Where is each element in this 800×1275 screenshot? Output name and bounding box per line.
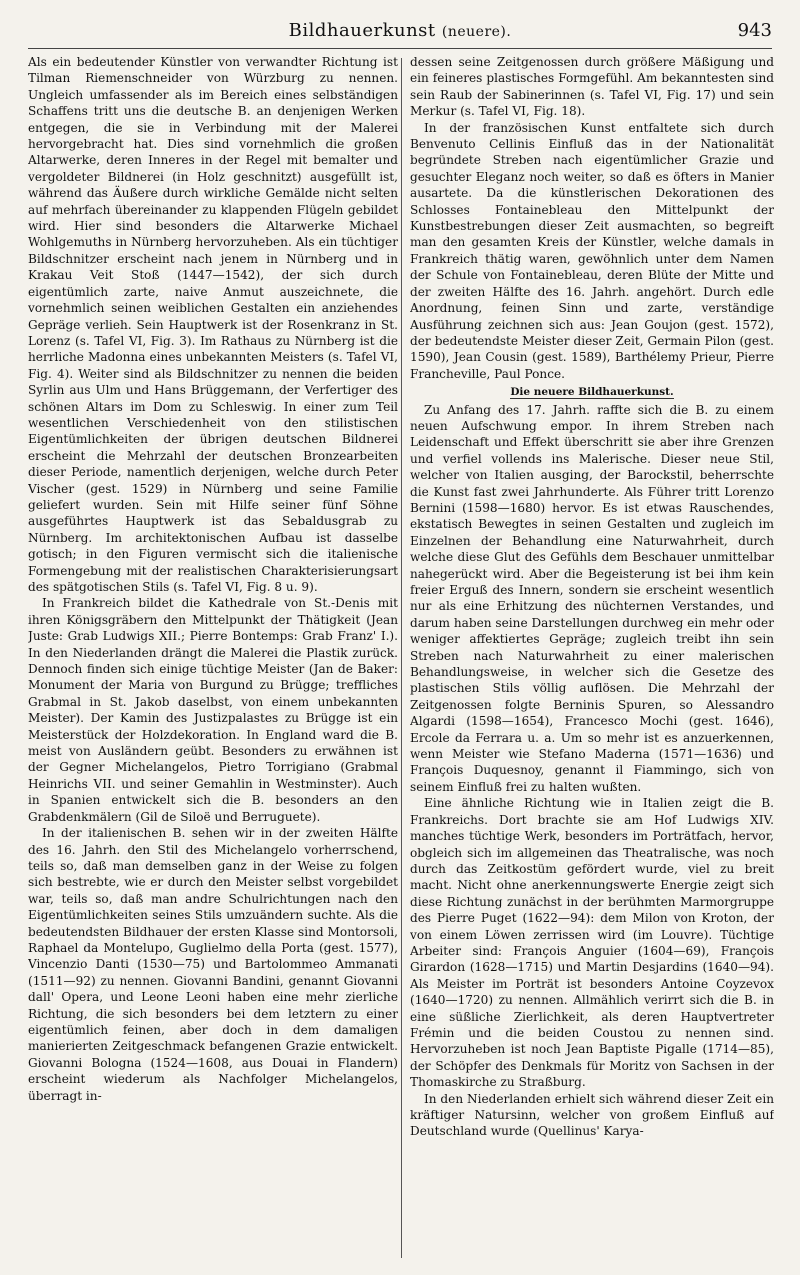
- paragraph: Als ein bedeutender Künstler von verwandter Richtung ist Tilman Riemenschneider von Würzburg zu nennen. Ungleich umfassender als im Bereich eines selbständigen Schaffens tritt uns die deutsche B. an denjenigen Werken entgegen, die sie in Verbindung mit der Malerei hervorgebracht hat. Dies sind vornehmlich die großen Altarwerke, deren Inneres in der Regel mit bemalter und vergoldeter Bildnerei (in Holz geschnitzt) ausgefüllt ist, während das Äußere durch wirkliche Gemälde nicht selten auf mehrfach übereinander zu klappenden Flügeln gebildet wird. Hier sind besonders die Altarwerke Michael Wohlgemuths in Nürnberg hervorzuheben. Als ein tüchtiger Bildschnitzer erscheint nach jenem in Nürnberg und in Krakau Veit Stoß (1447—1542), der sich durch eigentümlich zarte, naive Anmut auszeichnete, die vornehmlich seinen weiblichen Gestalten ein anziehendes Gepräge verlieh. Sein Hauptwerk ist der Rosenkranz in St. Lorenz (s. Tafel VI, Fig. 3). Im Rathaus zu Nürnberg ist die herrliche Madonna eines unbekannten Meisters (s. Tafel VI, Fig. 4). Weiter sind als Bildschnitzer zu nennen die beiden Syrlin aus Ulm und Hans Brüggemann, der Verfertiger des schönen Altars im Dom zu Schleswig. In einer zum Teil wesentlichen Verschiedenheit von den stilistischen Eigentümlichkeiten der übrigen deutschen Bildnerei erscheint die Mehrzahl der deutschen Bronzearbeiten dieser Periode, namentlich derjenigen, welche durch Peter Vischer (gest. 1529) in Nürnberg und seine Familie geliefert wurden. Sein mit Hilfe seiner fünf Söhne ausgeführtes Hauptwerk ist das Sebaldusgrab zu Nürnberg. Im architektonischen Aufbau ist dasselbe gotisch; in den Figuren vermischt sich die italienische Formengebung mit der realistischen Charakterisierungsart des spätgotischen Stils (s. Tafel VI, Fig. 8 u. 9).: [28, 55, 398, 594]
- paragraph: In der französischen Kunst entfaltete sich durch Benvenuto Cellinis Einfluß das in der Nationalität begründete Streben nach eigentümlicher Grazie und gesuchter Eleganz noch weiter, so daß es öfters in Manier ausartete. Da die künstlerischen Dekorationen des Schlosses Fontainebleau den Mittelpunkt der Kunstbestrebungen dieser Zeit ausmachten, so begreift man den gesamten Kreis der Künstler, welche damals in Frankreich thätig waren, gewöhnlich unter dem Namen der Schule von Fontainebleau, deren Blüte der Mitte und der zweiten Hälfte des 16. Jahrh. angehört. Durch edle Anordnung, feinen Sinn und zarte, verständige Ausführung zeichnen sich aus: Jean Goujon (gest. 1572), der bedeutendste Meister dieser Zeit, Germain Pilon (gest. 1590), Jean Cousin (gest. 1589), Barthélemy Prieur, Pierre Francheville, Paul Ponce.: [410, 120, 774, 381]
- paragraph: Eine ähnliche Richtung wie in Italien zeigt die B. Frankreichs. Dort brachte sie am Hof Ludwigs XIV. manches tüchtige Werk, besonders im Porträtfach, hervor, obgleich sich im allgemeinen das Theatralische, was noch durch das Zeitkostüm gefördert wurde, viel zu breit macht. Nicht ohne anerkennungswerte Energie zeigt sich diese Richtung zunächst in der berühmten Marmorgruppe des Pierre Puget (1622—94): dem Milon von Kroton, der von einem Löwen zerrissen wird (im Louvre). Tüchtige Arbeiter sind: François Anguier (1604—69), François Girardon (1628—1715) und Martin Desjardins (1640—94). Als Meister im Porträt ist besonders Antoine Coyzevox (1640—1720) zu nennen. Allmählich verirrt sich die B. in eine süßliche Zierlichkeit, als deren Hauptvertreter Frémin und die beiden Coustou zu nennen sind. Hervorzuheben ist noch Jean Baptiste Pigalle (1714—85), der Schöpfer des Denkmals für Moritz von Sachsen in der Thomaskirche zu Straßburg.: [410, 796, 774, 1090]
- right-column: [410, 54, 774, 1264]
- page-title: [28, 20, 772, 41]
- paragraph: In Frankreich bildet die Kathedrale von St.-Denis mit ihren Königsgräbern den Mittelpunkt der Thätigkeit (Jean Juste: Grab Ludwigs XII.; Pierre Bontemps: Grab Franz' I.). In den Niederlanden drängt die Malerei die Plastik zurück. Dennoch finden sich einige tüchtige Meister (Jan de Baker: Monument der Maria von Burgund zu Brügge; treffliches Grabmal in St. Jakob daselbst, von einem unbekannten Meister). Der Kamin des Justizpalastes zu Brügge ist ein Meisterstück der Holzdekoration. In England ward die B. meist von Ausländern geübt. Besonders zu erwähnen ist der Gegner Michelangelos, Pietro Torrigiano (Grabmal Heinrichs VII. und seiner Gemahlin in Westminster). Auch in Spanien entwickelt sich die B. besonders an den Grabdenkmälern (Gil de Siloë und Berruguete).: [28, 596, 398, 824]
- section-heading: [410, 384, 774, 400]
- header-subtitle: (neuere).: [441, 24, 512, 40]
- paragraph: In der italienischen B. sehen wir in der zweiten Hälfte des 16. Jahrh. den Stil des Michelangelo vorherrschend, teils so, daß man demselben ganz in der Weise zu folgen sich bestrebte, wie er durch den Meister selbst vorgebildet war, teils so, daß man andre Schulrichtungen nach den Eigentümlichkeiten seines Stils umzuändern suchte. Als die bedeutendsten Bildhauer der ersten Klasse sind Montorsoli, Raphael da Montelupo, Guglielmo della Porta (gest. 1577), Vincenzio Danti (1530—75) und Bartolommeo Ammanati (1511—92) zu nennen. Giovanni Bandini, genannt Giovanni dall' Opera, und Leone Leoni haben eine mehr zierliche Richtung, die sich besonders bei dem letztern zu einer eigentümlich feinen, aber doch in dem damaligen manierierten Zeitgeschmack befangenen Grazie entwickelt. Giovanni Bologna (1524—1608, aus Douai in Flandern) erscheint wiederum als Nachfolger Michelangelos, überragt in-: [28, 826, 398, 1103]
- paragraph: In den Niederlanden erhielt sich während dieser Zeit ein kräftiger Natursinn, welcher von großem Einfluß auf Deutschland wurde (Quellinus' Karya-: [410, 1091, 774, 1139]
- running-header: [28, 14, 772, 49]
- paragraph: Zu Anfang des 17. Jahrh. raffte sich die B. zu einem neuen Aufschwung empor. In ihrem Streben nach Leidenschaft und Effekt überschritt sie aber ihre Grenzen und verfiel vollends ins Malerische. Dieser neue Stil, welcher von Italien ausging, der Barockstil, beherrschte die Kunst fast zwei Jahrhunderte. Als Führer tritt Lorenzo Bernini (1598—1680) hervor. Es ist etwas Rauschendes, ekstatisch Bewegtes in seinen Gestalten und zugleich im Einzelnen der Behandlung eine Naturwahrheit, durch welche diese Glut des Gefühls dem Beschauer unmittelbar nahegerückt wird. Aber die Begeisterung ist bei ihm kein freier Erguß des Innern, sondern sie erscheint wesentlich nur als eine Erhitzung des nüchternen Verstandes, und darum haben seine Darstellungen durchweg ein mehr oder weniger affektiertes Gepräge; zugleich treibt ihn sein Streben nach Naturwahrheit zu einer malerischen Behandlungsweise, in welcher sich die Gesetze des plastischen Stils völlig auflösen. Die Mehrzahl der Zeitgenossen folgte Berninis Spuren, so Alessandro Algardi (1598—1654), Francesco Mochi (gest. 1646), Ercole da Ferrara u. a. Um so mehr ist es anzuerkennen, wenn Meister wie Stefano Maderna (1571—1636) und François Duquesnoy, genannt il Fiammingo, sich von seinem Einfluß frei zu halten wußten.: [410, 402, 774, 794]
- header-title: Bildhauerkunst: [288, 20, 436, 41]
- left-column: [28, 54, 398, 1264]
- column-divider: [401, 58, 402, 1258]
- paragraph: dessen seine Zeitgenossen durch größere Mäßigung und ein feineres plastisches Formgefühl. Am bekanntesten sind sein Raub der Sabinerinnen (s. Tafel VI, Fig. 17) und sein Merkur (s. Tafel VI, Fig. 18).: [410, 55, 774, 119]
- section-heading-text: Die neuere Bildhauerkunst.: [510, 386, 674, 399]
- page-number: 943: [737, 20, 772, 41]
